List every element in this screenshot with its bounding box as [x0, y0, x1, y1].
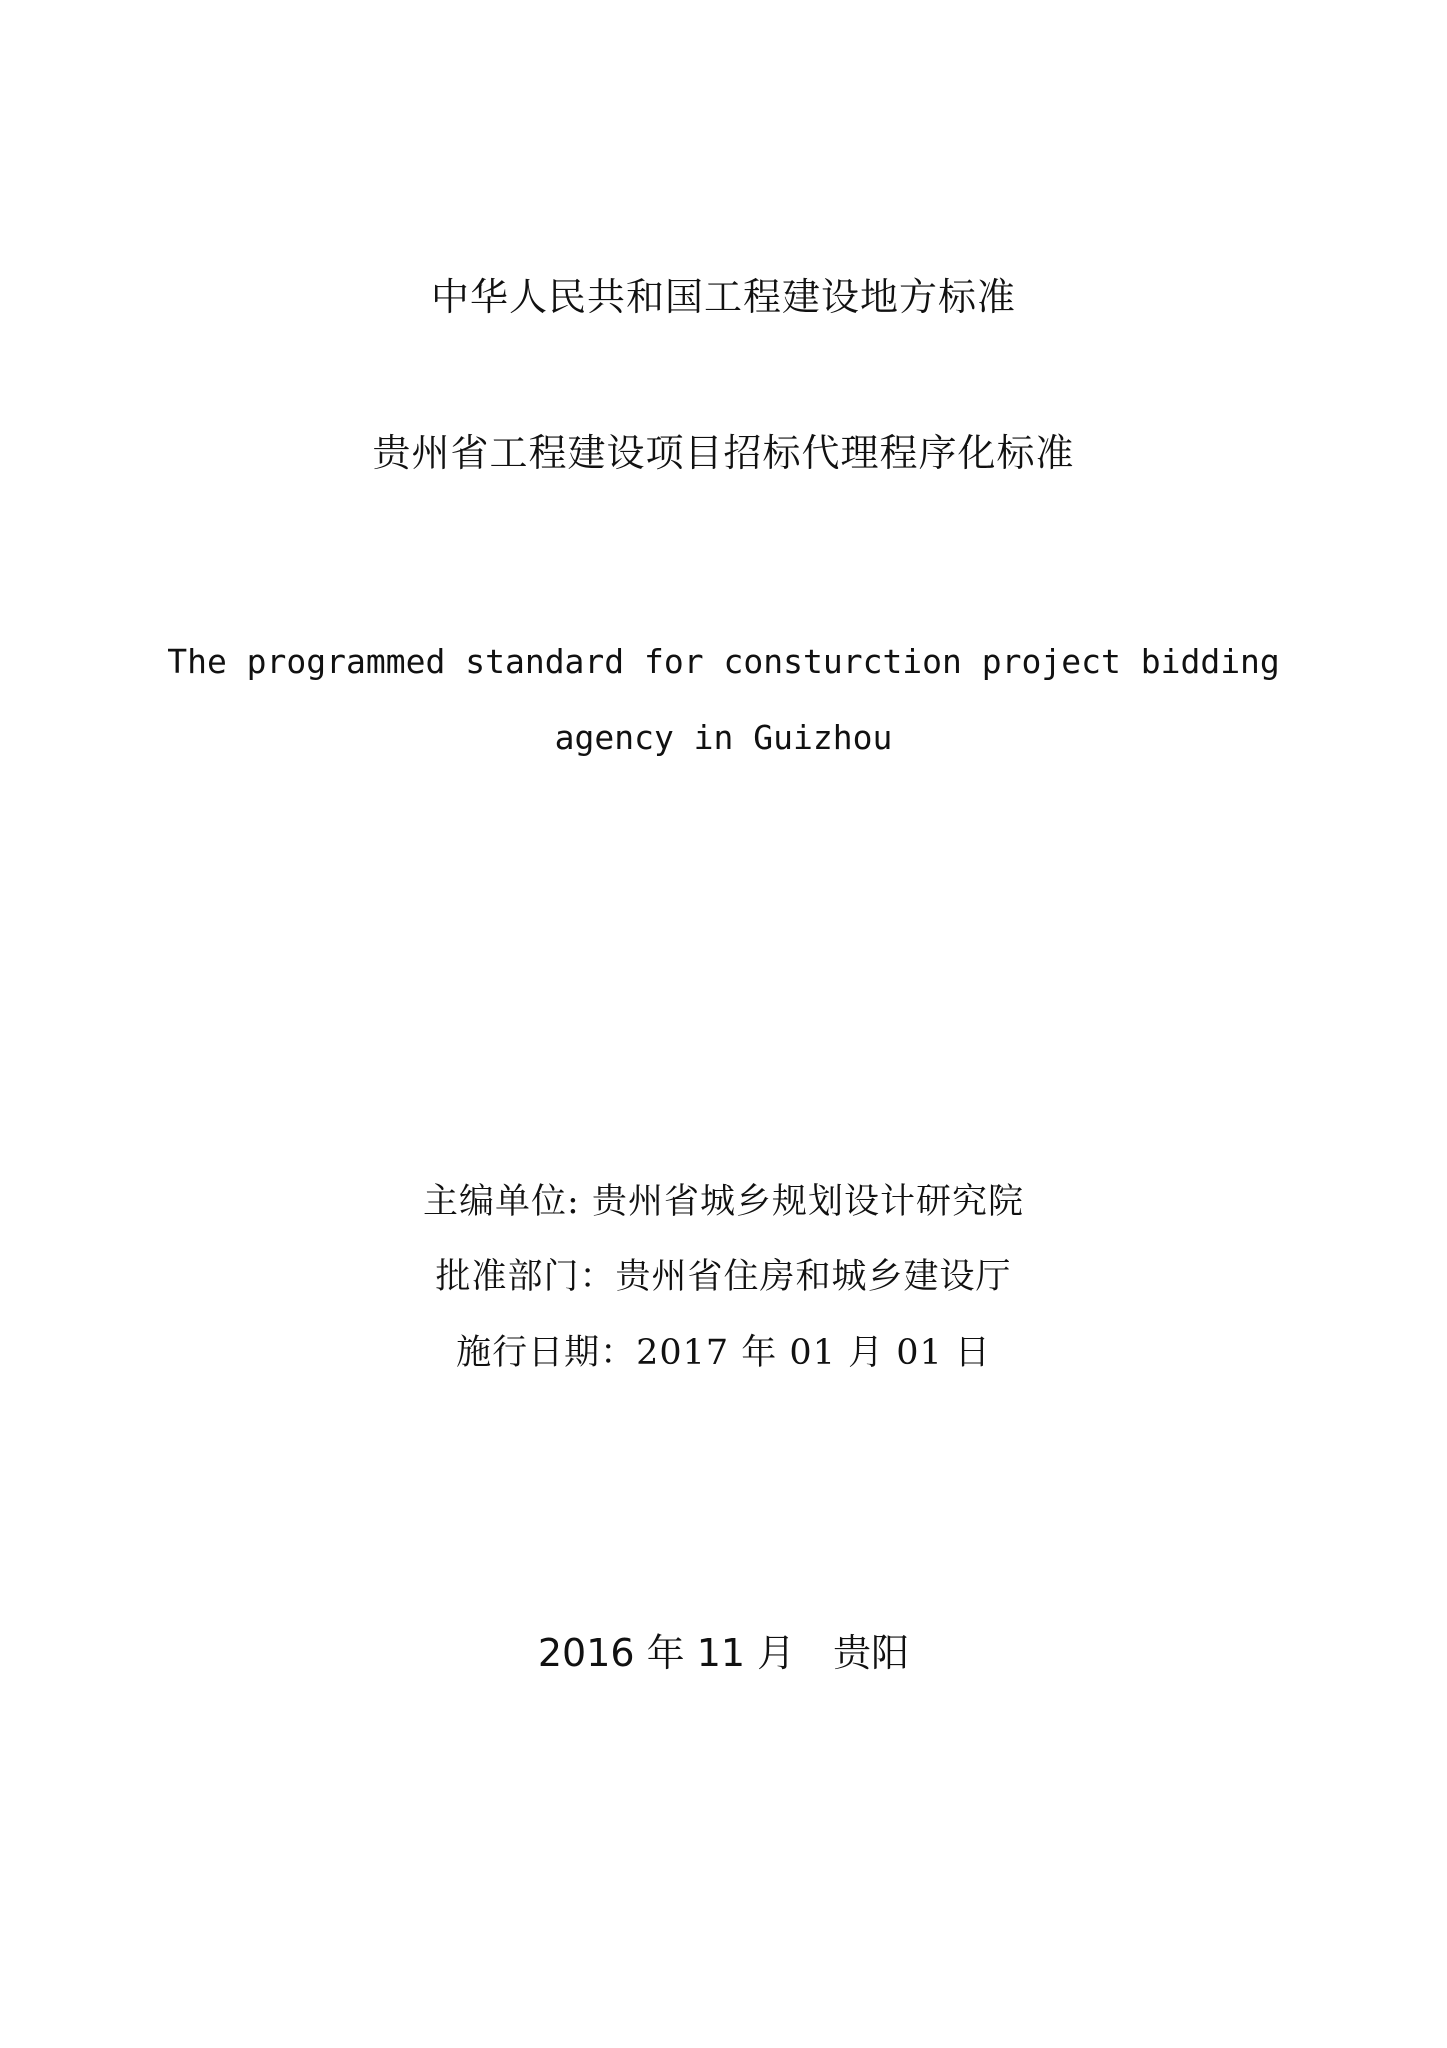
standard-title-en-line2: agency in Guizhou [554, 718, 893, 757]
effective-date: 施行日期：2017 年 01 月 01 日 [456, 1333, 991, 1373]
standard-title-en-line1: The programmed standard for consturction project bidding [167, 642, 1280, 681]
publication-date-place: 2016 年 11 月 贵阳 [537, 1631, 910, 1675]
standard-type-heading: 中华人民共和国工程建设地方标准 [430, 275, 1016, 319]
standard-title-cn: 贵州省工程建设项目招标代理程序化标准 [372, 431, 1075, 475]
editor-unit: 主编单位: 贵州省城乡规划设计研究院 [423, 1182, 1024, 1222]
approving-department: 批准部门：贵州省住房和城乡建设厅 [435, 1257, 1012, 1297]
